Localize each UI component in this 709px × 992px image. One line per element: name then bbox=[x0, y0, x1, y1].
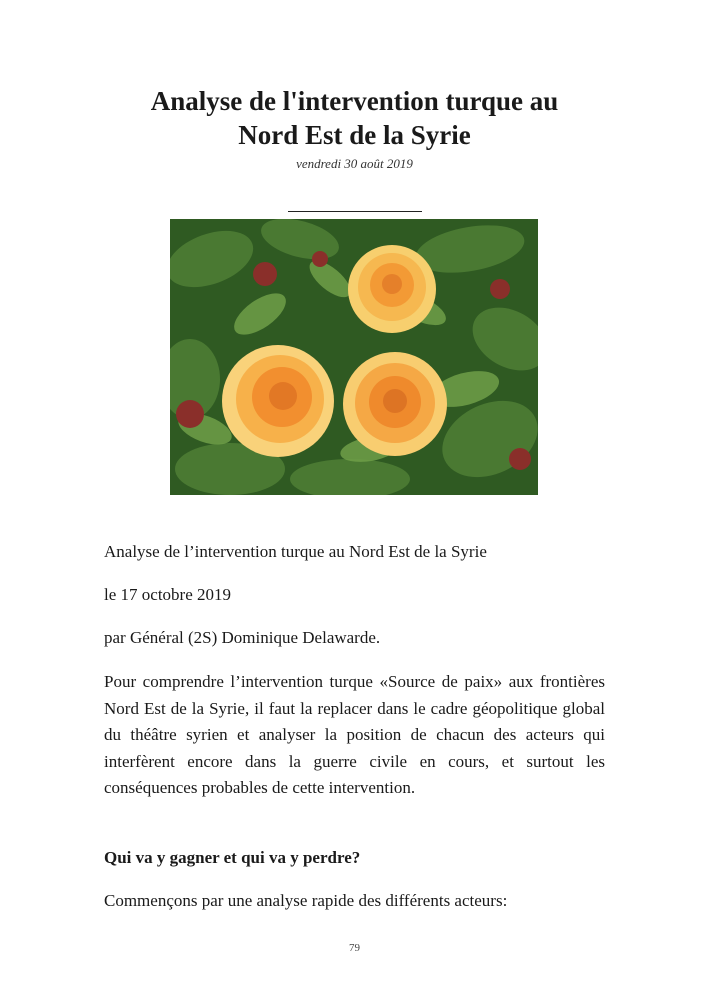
article-date: le 17 octobre 2019 bbox=[104, 585, 231, 604]
article-author: par Général (2S) Dominique Delawarde. bbox=[104, 628, 381, 647]
page-number: 79 bbox=[349, 942, 360, 954]
roses-illustration bbox=[170, 219, 538, 495]
page-title bbox=[90, 84, 619, 152]
roses-photo bbox=[170, 219, 538, 495]
section-heading: Qui va y gagner et qui va y perdre? bbox=[104, 848, 361, 867]
intro-paragraph: Pour comprendre l’intervention turque «Source de paix» aux frontières Nord Est de la Syrie, il faut la replacer dans le cadre géopolitique global du théâtre syrien et analyser la position de chacun des acteurs qui interfèrent encore dans la guerre civile en cours, et surtout les conséquences probables de cette intervention. bbox=[104, 672, 605, 797]
publication-date: vendredi 30 août 2019 bbox=[296, 156, 413, 171]
title-separator bbox=[288, 211, 422, 212]
closing-line: Commençons par une analyse rapide des différents acteurs: bbox=[104, 891, 508, 910]
title-line-1: Analyse de l'intervention turque au bbox=[150, 86, 559, 116]
title-line-2: Nord Est de la Syrie bbox=[238, 120, 471, 150]
article-title: Analyse de l’intervention turque au Nord Est de la Syrie bbox=[104, 542, 487, 561]
